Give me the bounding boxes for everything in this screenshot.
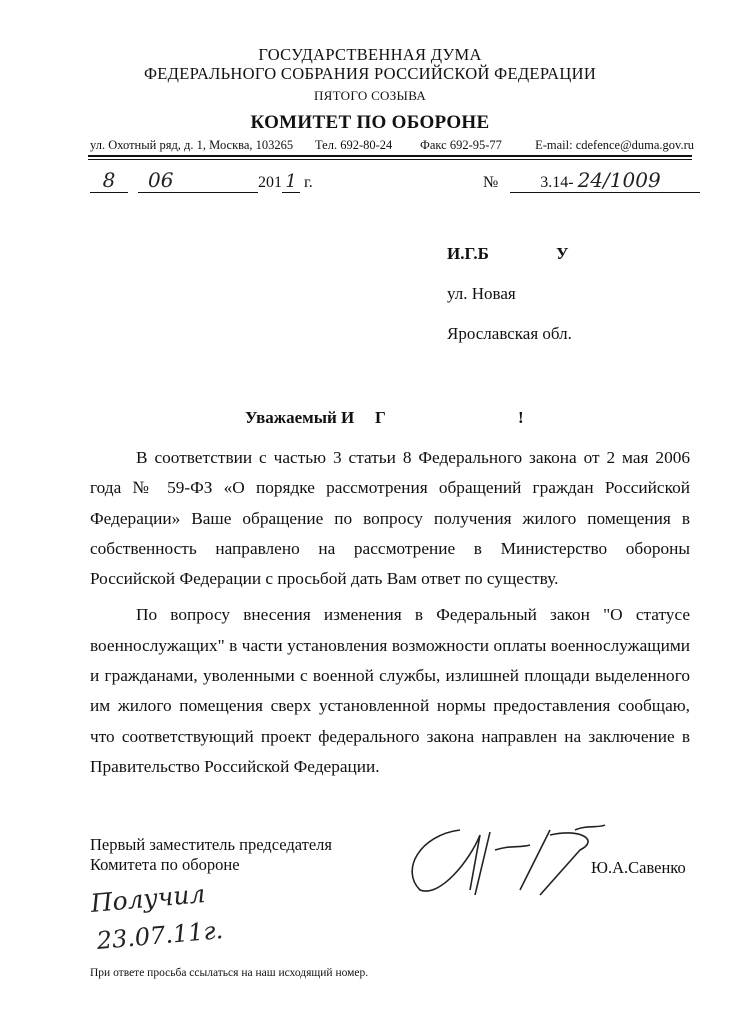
address: ул. Охотный ряд, д. 1, Москва, 103265 — [90, 138, 294, 152]
position-line2: Комитета по обороне — [90, 855, 240, 874]
addressee-street: ул. Новая — [447, 284, 516, 303]
header-duma: ГОСУДАРСТВЕННАЯ ДУМА — [258, 45, 482, 64]
date-year-suffix: г. — [304, 174, 313, 191]
date-month: 06 — [138, 168, 258, 193]
greeting-patronymic: Г — [375, 408, 386, 427]
email: E-mail: cdefence@duma.gov.ru — [535, 138, 694, 152]
outgoing-number — [483, 168, 700, 193]
number-prefix: 3.14- — [540, 174, 574, 191]
handwritten-received: Получил — [89, 879, 207, 918]
handwritten-date: 23.07.11г. — [95, 916, 225, 955]
header-federal-assembly: ФЕДЕРАЛЬНОГО СОБРАНИЯ РОССИЙСКОЙ ФЕДЕРАЦИИ — [143, 64, 597, 83]
addressee-surname: У — [556, 244, 569, 263]
date-year-digit: 1 — [282, 171, 300, 193]
divider — [88, 155, 692, 157]
number-label: № — [483, 174, 499, 191]
paragraph: По вопросу внесения изменения в Федеральный закон "О статусе военнослужащих" в части установления возможности оплаты военнослужащими и гражданами, уволенными с военной службы, излишней площади выделенного им жилого помещения сверх установленной нормы предоставления сообщаю, что соответствующий проект федерального закона направлен на заключение в Правительство Российской Федерации. — [90, 605, 690, 776]
contacts-line — [90, 138, 694, 153]
date-line — [90, 168, 313, 193]
phone: Тел. 692-80-24 — [315, 138, 393, 152]
paragraph: В соответствии с частью 3 статьи 8 Федерального закона от 2 мая 2006 года № 59-ФЗ «О порядке рассмотрения обращений граждан Российской Федерации» Ваше обращение по вопросу получения жилого помещения в собственность направлено на рассмотрение в Министерство обороны Российской Федерации с просьбой дать Вам ответ по существу. — [90, 448, 690, 589]
letter-body — [90, 443, 690, 782]
signatory-position — [90, 835, 332, 875]
date-day: 8 — [90, 168, 128, 193]
committee-title: КОМИТЕТ ПО ОБОРОНЕ — [250, 112, 490, 133]
footer-note: При ответе просьба ссылаться на наш исходящий номер. — [90, 967, 369, 979]
addressee-name: И.Г.Б — [447, 244, 489, 263]
divider — [88, 159, 692, 160]
addressee-region: Ярославская обл. — [447, 324, 572, 343]
position-line1: Первый заместитель председателя — [90, 835, 332, 854]
greeting-exclamation: ! — [518, 408, 524, 427]
number-handwritten: 24/1009 — [577, 168, 661, 192]
signatory-name: Ю.А.Савенко — [591, 858, 686, 877]
fax: Факс 692-95-77 — [420, 138, 502, 152]
header-convocation: ПЯТОГО СОЗЫВА — [313, 88, 427, 103]
date-year-prefix: 201 — [258, 174, 282, 191]
greeting: Уважаемый И — [245, 408, 355, 427]
